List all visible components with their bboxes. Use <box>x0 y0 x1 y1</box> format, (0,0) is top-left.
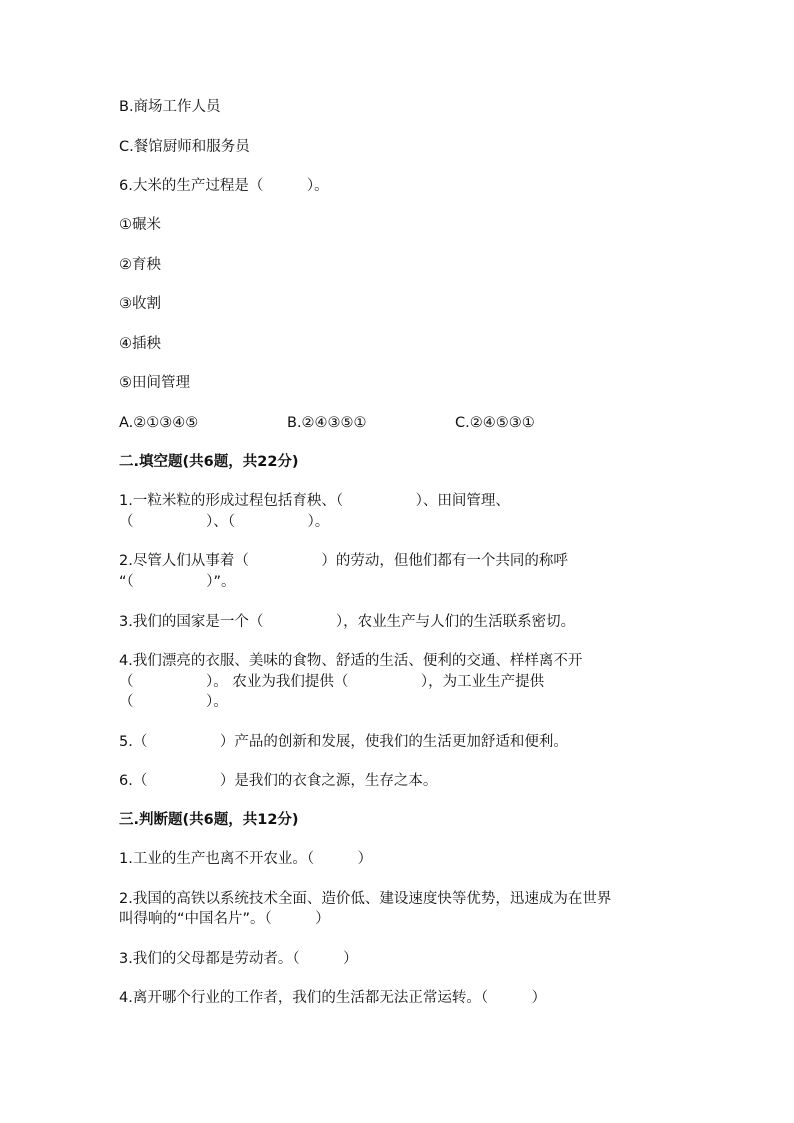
fill-q6: 6.（ ）是我们的衣食之源，生存之本。 <box>119 773 438 789</box>
section-3-title: 三.判断题(共6题，共12分) <box>119 812 299 828</box>
judge-q3: 3.我们的父母都是劳动者。（ ） <box>119 951 358 967</box>
step-3: ③收割 <box>119 296 161 312</box>
fill-q2-line2: “（ ）”。 <box>119 574 236 590</box>
section-2-title: 二.填空题(共6题，共22分) <box>119 454 299 470</box>
fill-q1-line2: （ ）、（ ）。 <box>119 514 330 530</box>
judge-q2-line1: 2.我国的高铁以系统技术全面、造价低、建设速度快等优势，迅速成为在世界 <box>119 891 612 907</box>
question-6-text: 6.大米的生产过程是（ ）。 <box>119 178 329 194</box>
judge-q2-line2: 叫得响的“中国名片”。（ ） <box>119 911 330 927</box>
step-1: ①碾米 <box>119 217 161 233</box>
answer-option-c: C.餐馆厨师和服务员 <box>119 139 250 155</box>
q6-option-a: A.②①③④⑤ <box>119 415 199 431</box>
fill-q5: 5.（ ）产品的创新和发展，使我们的生活更加舒适和便利。 <box>119 734 568 750</box>
fill-q1-line1: 1.一粒米粒的形成过程包括育秧、（ ）、田间管理、 <box>119 493 510 509</box>
fill-q4-line2: （ ）。 农业为我们提供（ ），为工业生产提供 <box>119 674 545 690</box>
answer-option-b: B.商场工作人员 <box>119 99 221 115</box>
q6-option-b: B.②④③⑤① <box>287 415 367 431</box>
q6-option-c: C.②④⑤③① <box>455 415 535 431</box>
fill-q4-line3: （ ）。 <box>119 694 228 710</box>
judge-q4: 4.离开哪个行业的工作者，我们的生活都无法正常运转。（ ） <box>119 990 547 1006</box>
judge-q1: 1.工业的生产也离不开农业。（ ） <box>119 851 373 867</box>
step-5: ⑤田间管理 <box>119 375 190 391</box>
fill-q3: 3.我们的国家是一个（ ），农业生产与人们的生活联系密切。 <box>119 614 576 630</box>
fill-q4-line1: 4.我们漂亮的衣服、美味的食物、舒适的生活、便利的交通、样样离不开 <box>119 653 583 669</box>
fill-q2-line1: 2.尽管人们从事着（ ）的劳动，但他们都有一个共同的称呼 <box>119 553 568 569</box>
step-4: ④插秧 <box>119 336 161 352</box>
step-2: ②育秧 <box>119 257 161 273</box>
